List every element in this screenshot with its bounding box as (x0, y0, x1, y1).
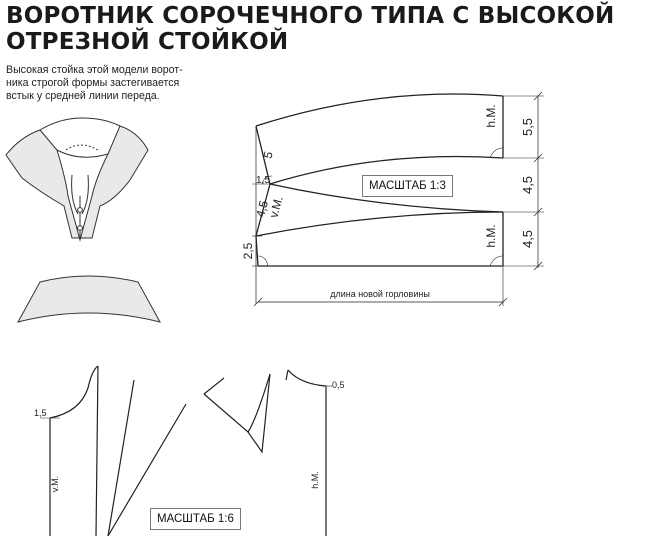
dim-5-top: 5 (260, 149, 276, 161)
description-line-3: встык у средней линии переда. (6, 90, 160, 102)
description-line-2: ника строгой формы застегивается (6, 77, 180, 89)
page-title-line-1: ВОРОТНИК СОРОЧЕЧНОГО ТИПА С ВЫСОКОЙ (6, 3, 615, 29)
dim-upper-5-5: 5,5 (520, 117, 535, 137)
page-title-line-2: ОТРЕЗНОЙ СТОЙКОЙ (6, 29, 289, 55)
dim-left-upper-4-5: 4,5 (253, 199, 272, 219)
dim-left-lower-2-5: 2,5 (241, 242, 255, 260)
dim-1-5-bottom: 1,5 (34, 408, 47, 418)
dim-lower-4-5: 4,5 (520, 229, 535, 249)
dim-1-5-top: 1,5 (256, 175, 270, 186)
dim-middle-4-5: 4,5 (520, 175, 535, 195)
dim-0-5-bottom: 0,5 (332, 380, 345, 390)
label-hm-upper: h.M. (484, 104, 498, 128)
scale-label-1-6: МАСШТАБ 1:6 (150, 508, 241, 530)
collar-pattern-draft (252, 92, 544, 306)
label-hm-bottom: h.M. (310, 471, 320, 489)
scale-label-1-3: МАСШТАБ 1:3 (362, 175, 453, 197)
collar-band-sketch (18, 276, 160, 322)
collar-sketch-illustration (6, 118, 148, 240)
label-vm-bottom: v.M. (50, 475, 60, 493)
description-line-1: Высокая стойка этой модели ворот- (6, 64, 183, 76)
label-vm: v.M. (266, 194, 286, 220)
label-hm-lower: h.M. (484, 224, 498, 248)
neckline-length-label: длина новой горловины (330, 289, 430, 299)
